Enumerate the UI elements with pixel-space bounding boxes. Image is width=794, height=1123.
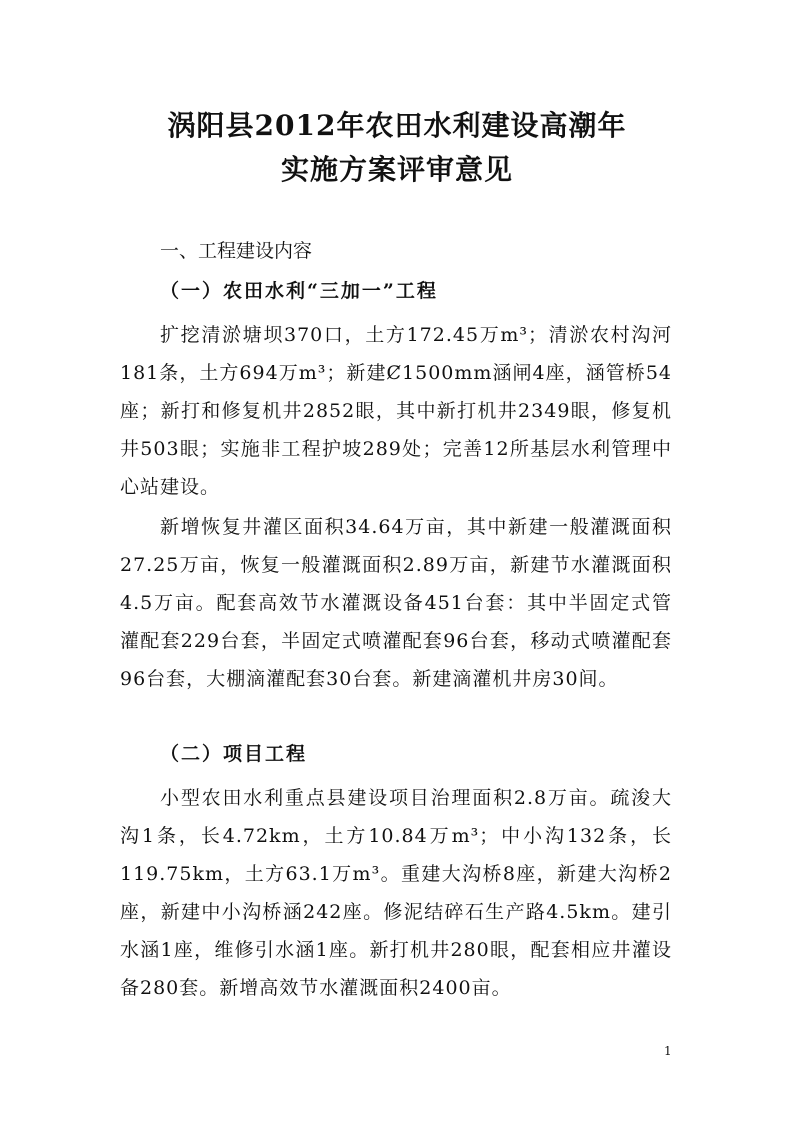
page-number: 1 [664,1044,672,1058]
paragraph-2: 新增恢复井灌区面积34.64万亩，其中新建一般灌溉面积27.25万亩，恢复一般灌溉面积2.89万亩，新建节水灌溉面积4.5万亩。配套高效节水灌溉设备451台套：其中半固定式管灌配套229台套，半固定式喷灌配套96台套，移动式喷灌配套96台套，大棚滴灌配套30台套。新建滴灌机井房30间。 [120,516,672,690]
document-title-line1: 涡阳县2012年农田水利建设高潮年 [167,109,627,142]
paragraph-1: 扩挖清淤塘坝370口，土方172.45万m³；清淤农村沟河181条，土方694万m³；新建Ȼ1500mm涵闸4座，涵管桥54座；新打和修复机井2852眼，其中新打机井2349眼，修复机井503眼；实施非工程护坡289处；完善12所基层水利管理中心站建设。 [120,324,672,498]
section-heading: 一、工程建设内容 [160,240,313,262]
subsection-heading-1: （一）农田水利“三加一”工程 [160,280,438,302]
subsection-heading-2: （二）项目工程 [160,743,308,765]
document-title-line2: 实施方案评审意见 [280,153,513,186]
paragraph-3: 小型农田水利重点县建设项目治理面积2.8万亩。疏浚大沟1条，长4.72km，土方10.84万m³；中小沟132条，长119.75km，土方63.1万m³。重建大沟桥8座，新建大沟桥2座，新建中小沟桥涵242座。修泥结碎石生产路4.5km。建引水涵1座，维修引水涵1座。新打机井280眼，配套相应井灌设备280套。新增高效节水灌溉面积2400亩。 [120,787,672,999]
